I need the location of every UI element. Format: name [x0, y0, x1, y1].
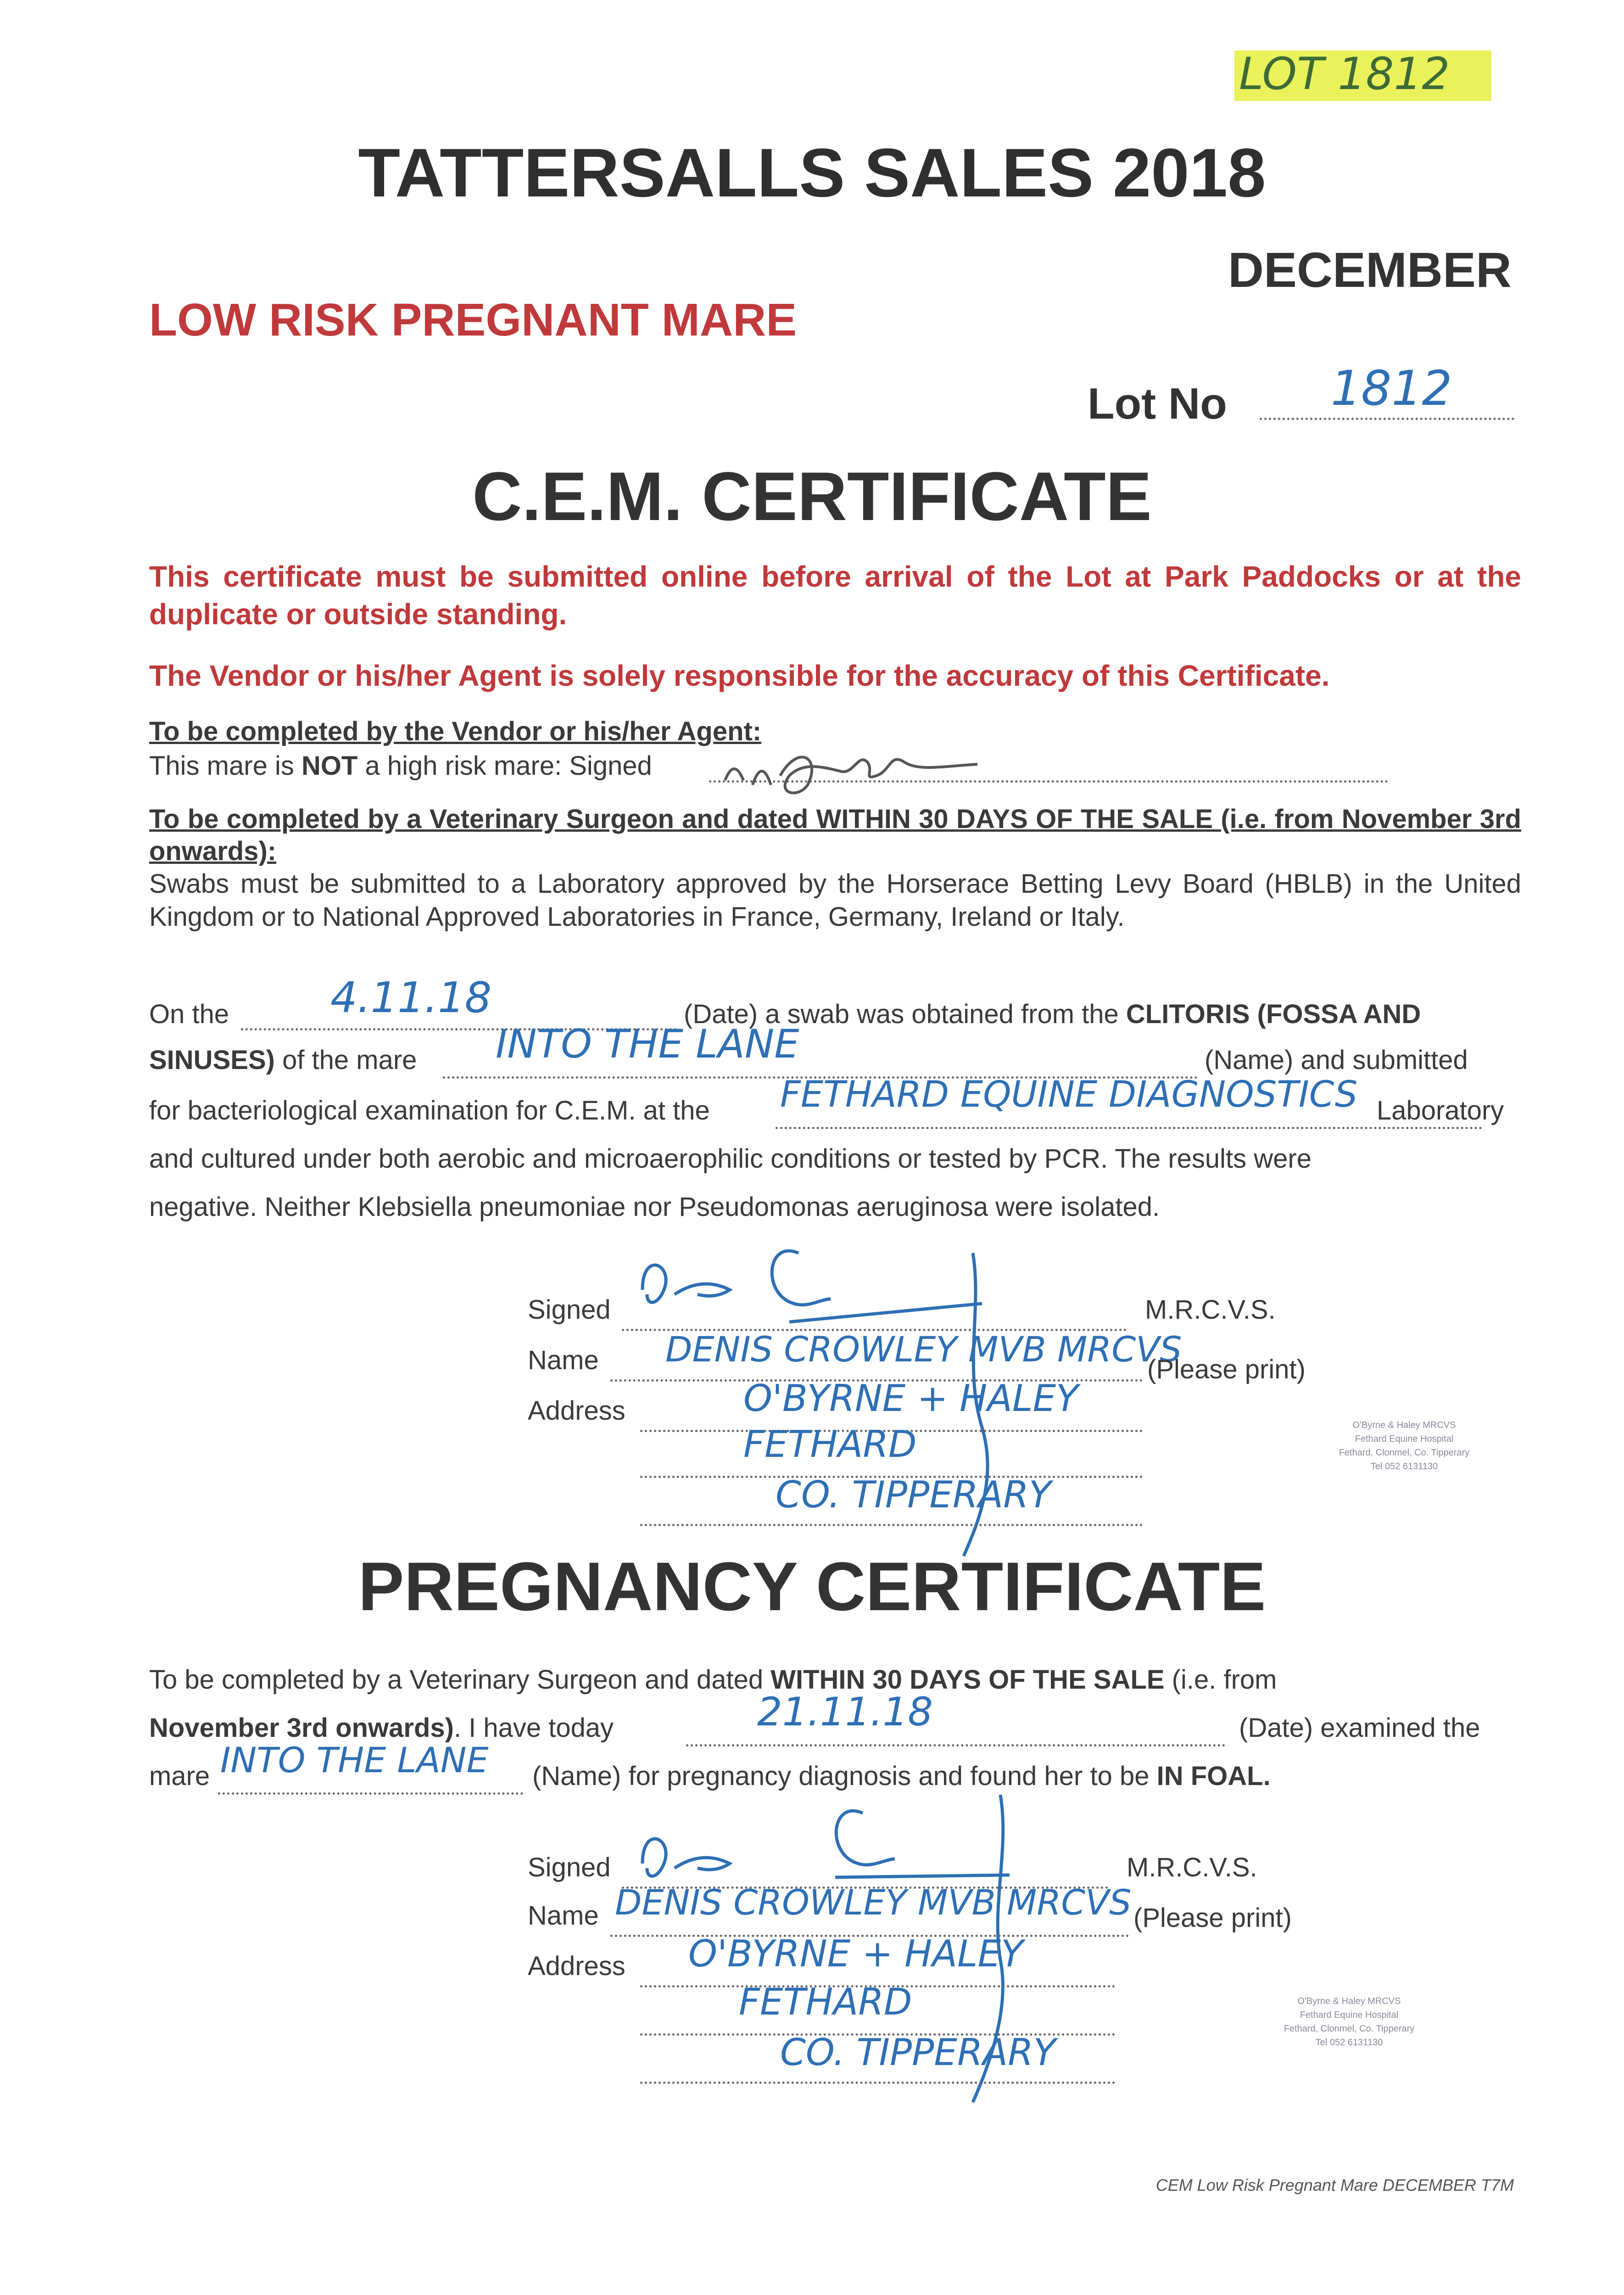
preg-vet-name: DENIS CROWLEY MVB MRCVS [615, 1882, 1132, 1923]
cem-notice-2: The Vendor or his/her Agent is solely responsible for the accuracy of this Certificate. [149, 659, 1330, 692]
month-label: DECEMBER [1228, 242, 1512, 297]
cem-notice-1: This certificate must be submitted online before arrival of the Lot at Park Paddocks or at the duplicate or outside standing. [149, 560, 1521, 631]
preg-address-line-2: FETHARD [739, 1981, 912, 2023]
cem-heading: C.E.M. CERTIFICATE [472, 458, 1152, 535]
preg-address-label: Address [528, 1951, 625, 1981]
vet-heading: To be completed by a Veterinary Surgeon and dated WITHIN 30 DAYS OF THE SALE (i.e. from November 3rd onwards): [149, 804, 1521, 866]
preg-please-print: (Please print) [1133, 1903, 1292, 1933]
vendor-line [149, 750, 652, 781]
preg-line-1: To be completed by a Veterinary Surgeon and dated WITHIN 30 DAYS OF THE SALE (i.e. from [149, 1665, 1277, 1695]
cem-lab-name: FETHARD EQUINE DIAGNOSTICS [780, 1074, 1358, 1115]
preg-mrcvs: M.R.C.V.S. [1127, 1853, 1257, 1882]
preg-address-line-1: O'BYRNE + HALEY [688, 1932, 1024, 1975]
sinuses-text: SINUSES) [149, 1045, 275, 1075]
lot-no-dots [1260, 418, 1514, 420]
cultured-text: and cultured under both aerobic and microaerophilic conditions or tested by PCR. The results were [149, 1144, 1311, 1174]
laboratory-label: Laboratory [1377, 1096, 1504, 1125]
sinuses-line: SINUSES) of the mare [149, 1045, 417, 1075]
clitoris-text: CLITORIS (FOSSA AND [1126, 999, 1421, 1029]
negative-text: negative. Neither Klebsiella pneumoniae nor Pseudomonas aeruginosa were isolated. [149, 1192, 1160, 1222]
cem-address-label: Address [528, 1396, 625, 1426]
vendor-line-not: NOT [301, 751, 358, 781]
cem-lab-dots [776, 1127, 1482, 1129]
cem-address-line-1: O'BYRNE + HALEY [743, 1377, 1079, 1420]
cem-please-print: (Please print) [1147, 1355, 1306, 1384]
cem-vet-stamp: O'Byrne & Haley MRCVS Fethard Equine Hospital Fethard, Clonmel, Co. Tipperary Tel 052 6131130 [1339, 1420, 1470, 1472]
lot-tag: LOT 1812 [1239, 48, 1450, 100]
preg-signed-label: Signed [528, 1853, 611, 1882]
lot-no-value: 1812 [1331, 360, 1452, 416]
cem-address-line-2: FETHARD [743, 1423, 917, 1466]
vendor-line-pre: This mare is [149, 751, 301, 781]
page-title: TATTERSALLS SALES 2018 [358, 134, 1266, 211]
cem-signed-label: Signed [528, 1295, 611, 1325]
risk-heading: LOW RISK PREGNANT MARE [149, 294, 797, 346]
cem-date-value: 4.11.18 [330, 973, 492, 1022]
preg-line-2: November 3rd onwards). I have today [149, 1713, 614, 1743]
vendor-line-post: a high risk mare: Signed [357, 751, 652, 781]
cem-name-submitted: (Name) and submitted [1205, 1045, 1468, 1075]
preg-date-dots [686, 1744, 1225, 1746]
preg-date-value: 21.11.18 [757, 1689, 933, 1735]
cem-mare-name: INTO THE LANE [496, 1021, 799, 1067]
cem-date-label: (Date) a swab was obtained from the CLITORIS (FOSSA AND [684, 999, 1421, 1029]
vendor-heading: To be completed by the Vendor or his/her Agent: [149, 716, 762, 746]
bact-text: for bacteriological examination for C.E.M. at the [149, 1096, 710, 1125]
cem-address-line-3: CO. TIPPERARY [776, 1473, 1051, 1516]
in-foal-text: IN FOAL. [1156, 1761, 1271, 1791]
vendor-signature [716, 730, 1000, 799]
preg-mare-name: INTO THE LANE [220, 1740, 489, 1780]
preg-name-text: (Name) for pregnancy diagnosis and found her to be IN FOAL. [532, 1761, 1271, 1791]
preg-name-label: Name [528, 1901, 599, 1931]
preg-address-dots-3 [640, 2082, 1115, 2084]
footer-ref: CEM Low Risk Pregnant Mare DECEMBER T7M [1155, 2176, 1514, 2194]
swab-text: Swabs must be submitted to a Laboratory approved by the Horserace Betting Levy Board (HBLB) in the United Kingdom or to National Approved Laboratories in France, Germany, Ireland or Italy. [149, 869, 1521, 932]
preg-vet-stamp: O'Byrne & Haley MRCVS Fethard Equine Hospital Fethard, Clonmel, Co. Tipperary Tel 052 6131130 [1284, 1996, 1415, 2048]
on-the-label: On the [149, 999, 229, 1029]
cem-address-dots-3 [640, 1524, 1143, 1526]
pregnancy-heading: PREGNANCY CERTIFICATE [358, 1548, 1266, 1625]
preg-mare-label: mare [149, 1761, 210, 1791]
preg-mare-dots [218, 1792, 523, 1795]
preg-date-label: (Date) examined the [1239, 1713, 1480, 1743]
cem-vet-name: DENIS CROWLEY MVB MRCVS [665, 1329, 1182, 1370]
lot-no-label: Lot No [1088, 379, 1227, 428]
preg-address-line-3: CO. TIPPERARY [780, 2031, 1056, 2074]
cem-name-label: Name [528, 1345, 599, 1375]
cem-mrcvs: M.R.C.V.S. [1145, 1295, 1276, 1325]
